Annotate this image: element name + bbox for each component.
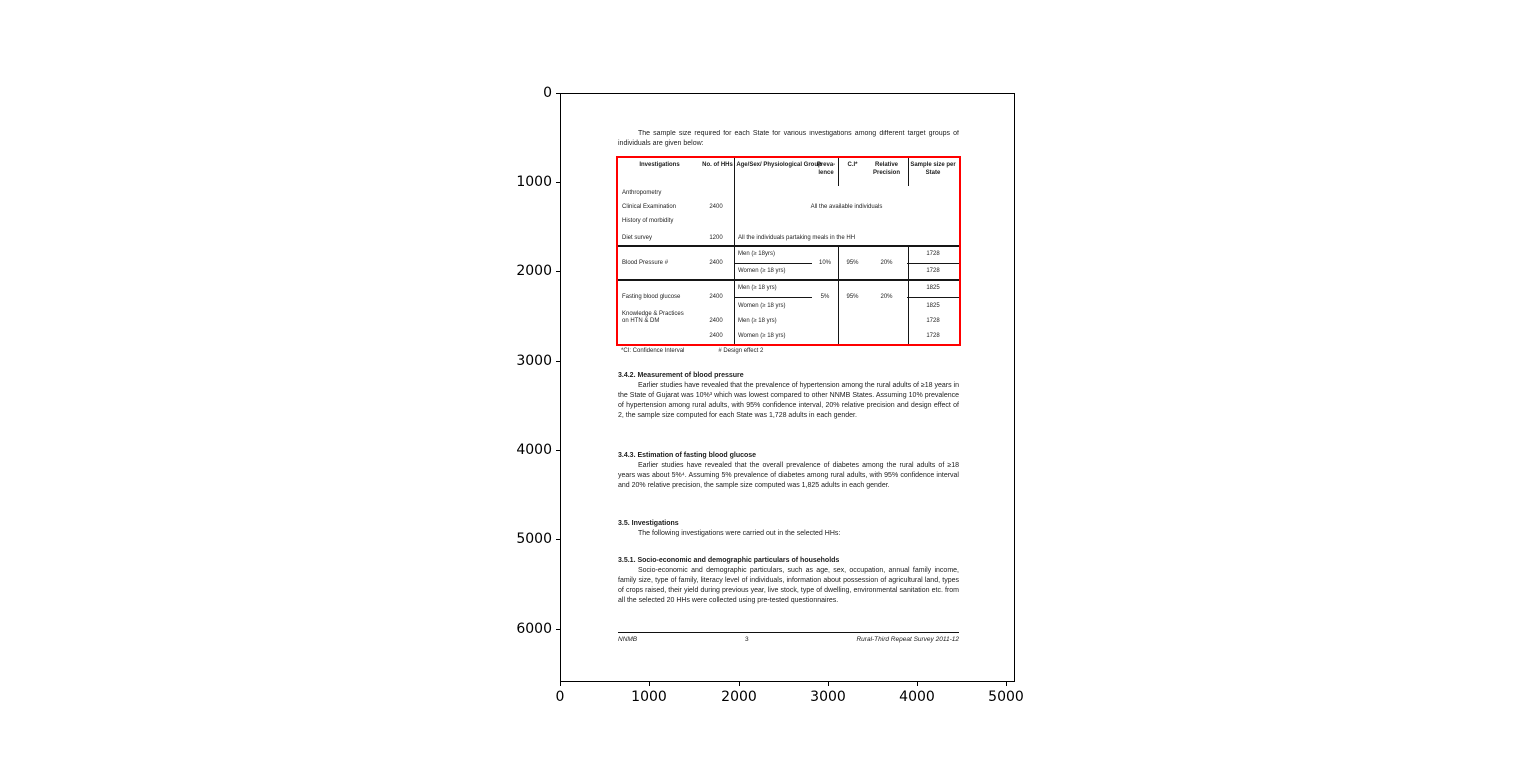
- x-tick-label: 0: [555, 689, 565, 705]
- x-tick-mark: [739, 682, 740, 686]
- x-tick-label: 4000: [899, 689, 935, 705]
- cell-investigation: Anthropometry: [622, 190, 662, 196]
- x-tick-label: 3000: [810, 689, 846, 705]
- cell-sample-size: 1728: [926, 251, 940, 257]
- cell-merged-partaking-meals: All the individuals partaking meals in the HH: [738, 235, 856, 241]
- cell-hhs: 1200: [709, 235, 723, 241]
- plot-axes: [560, 93, 1015, 682]
- cell-investigation: Knowledge & Practices on HTN & DM: [622, 311, 684, 324]
- footer-report-title: Rural-Third Repeat Survey 2011-12: [856, 636, 959, 643]
- section-heading-342: 3.4.2. Measurement of blood pressure: [618, 372, 744, 379]
- cell-investigation: Blood Pressure #: [622, 260, 669, 266]
- col-header-prevalence: Preva- lence: [816, 162, 836, 176]
- y-tick-label: 4000: [516, 442, 552, 458]
- y-tick-label: 0: [543, 85, 552, 101]
- x-tick-mark: [828, 682, 829, 686]
- col-header-no-of-hhs: No. of HHs: [702, 162, 733, 168]
- x-tick-mark: [1006, 682, 1007, 686]
- x-tick-label: 5000: [988, 689, 1024, 705]
- x-tick-label: 2000: [721, 689, 757, 705]
- y-tick-label: 3000: [516, 353, 552, 369]
- cell-sample-size: 1825: [926, 303, 940, 309]
- section-body-342: Earlier studies have revealed that the prevalence of hypertension among the rural adults of ≥18 years in the State of Gujarat was 10%³ which was lowest compared to other NNMB States. Assuming 10% prevalence of hypertension among rural adults, with 95% confidence interval, 20% relative precision and design effect of 2, the sample size computed for each State was 1,728 adults in each gender.: [618, 382, 959, 419]
- annotation-box: [616, 156, 961, 346]
- col-header-ci: C.I*: [847, 162, 858, 168]
- y-tick-label: 6000: [516, 621, 552, 637]
- cell-ci: 95%: [846, 294, 859, 300]
- y-tick-label: 5000: [516, 531, 552, 547]
- cell-investigation: Clinical Examination: [622, 204, 677, 210]
- y-tick-label: 2000: [516, 263, 552, 279]
- cell-hhs: 2400: [709, 333, 723, 339]
- cell-sample-size: 1825: [926, 285, 940, 291]
- cell-hhs: 2400: [709, 260, 723, 266]
- section-body-351: Socio-economic and demographic particulars, such as age, sex, occupation, annual family income, family size, type of family, literacy level of individuals, information about possession of agricultural land, types of crops raised, their yield during previous year, live stock, type of dwelling, environmental sanitation etc. from all the selected 20 HHs were collected using pre-tested questionnaires.: [618, 567, 959, 604]
- cell-precision: 20%: [880, 260, 893, 266]
- footnote-design-effect: # Design effect 2: [718, 348, 764, 354]
- intro-paragraph: The sample size required for each State for various investigations among different target groups of individuals are given below:: [618, 130, 959, 147]
- section-body-35: The following investigations were carried out in the selected HHs:: [638, 530, 841, 537]
- cell-investigation: History of morbidity: [622, 218, 674, 224]
- cell-hhs: 2400: [709, 204, 723, 210]
- cell-merged-all-individuals: All the available individuals: [810, 204, 883, 210]
- footnote-ci: *CI: Confidence Interval: [621, 348, 685, 354]
- page-footer: [618, 632, 959, 643]
- x-tick-mark: [917, 682, 918, 686]
- cell-sample-size: 1728: [926, 268, 940, 274]
- cell-group: Women (≥ 18 yrs): [738, 303, 786, 309]
- cell-hhs: 2400: [709, 318, 723, 324]
- cell-group: Men (≥ 18 yrs): [738, 285, 777, 291]
- cell-ci: 95%: [846, 260, 859, 266]
- cell-investigation: Fasting blood glucose: [622, 294, 681, 300]
- table-footnote: [621, 348, 763, 354]
- section-heading-351: 3.5.1. Socio-economic and demographic particulars of households: [618, 557, 840, 564]
- cell-group: Women (≥ 18 yrs): [738, 333, 786, 339]
- cell-prevalence: 5%: [820, 294, 830, 300]
- footer-page-number: 3: [745, 636, 749, 643]
- x-tick-label: 1000: [631, 689, 667, 705]
- cell-group: Men (≥ 18 yrs): [738, 318, 777, 324]
- cell-precision: 20%: [880, 294, 893, 300]
- cell-hhs: 2400: [709, 294, 723, 300]
- col-header-relative-precision: Relative Precision: [872, 162, 900, 176]
- y-tick-label: 1000: [516, 174, 552, 190]
- x-tick-mark: [560, 682, 561, 686]
- x-tick-mark: [649, 682, 650, 686]
- cell-investigation: Diet survey: [622, 235, 653, 241]
- cell-group: Men (≥ 18yrs): [738, 251, 775, 257]
- section-heading-35: 3.5. Investigations: [618, 520, 679, 527]
- section-body-343: Earlier studies have revealed that the overall prevalence of diabetes among the rural adults of ≥18 years was about 5%⁴. Assuming 5% prevalence of diabetes among rural adults, with 95% confidence interval and 20% relative precision, the sample size computed was 1,825 adults in each gender.: [618, 462, 959, 489]
- section-heading-343: 3.4.3. Estimation of fasting blood glucose: [618, 452, 757, 459]
- cell-sample-size: 1728: [926, 333, 940, 339]
- cell-sample-size: 1728: [926, 318, 940, 324]
- col-header-investigations: Investigations: [639, 162, 680, 168]
- cell-group: Women (≥ 18 yrs): [738, 268, 786, 274]
- footer-org: NNMB: [618, 636, 638, 643]
- col-header-age-sex: Age/Sex/ Physiological Group: [736, 162, 822, 168]
- col-header-sample-size: Sample size per State: [910, 162, 956, 176]
- cell-prevalence: 10%: [818, 260, 831, 266]
